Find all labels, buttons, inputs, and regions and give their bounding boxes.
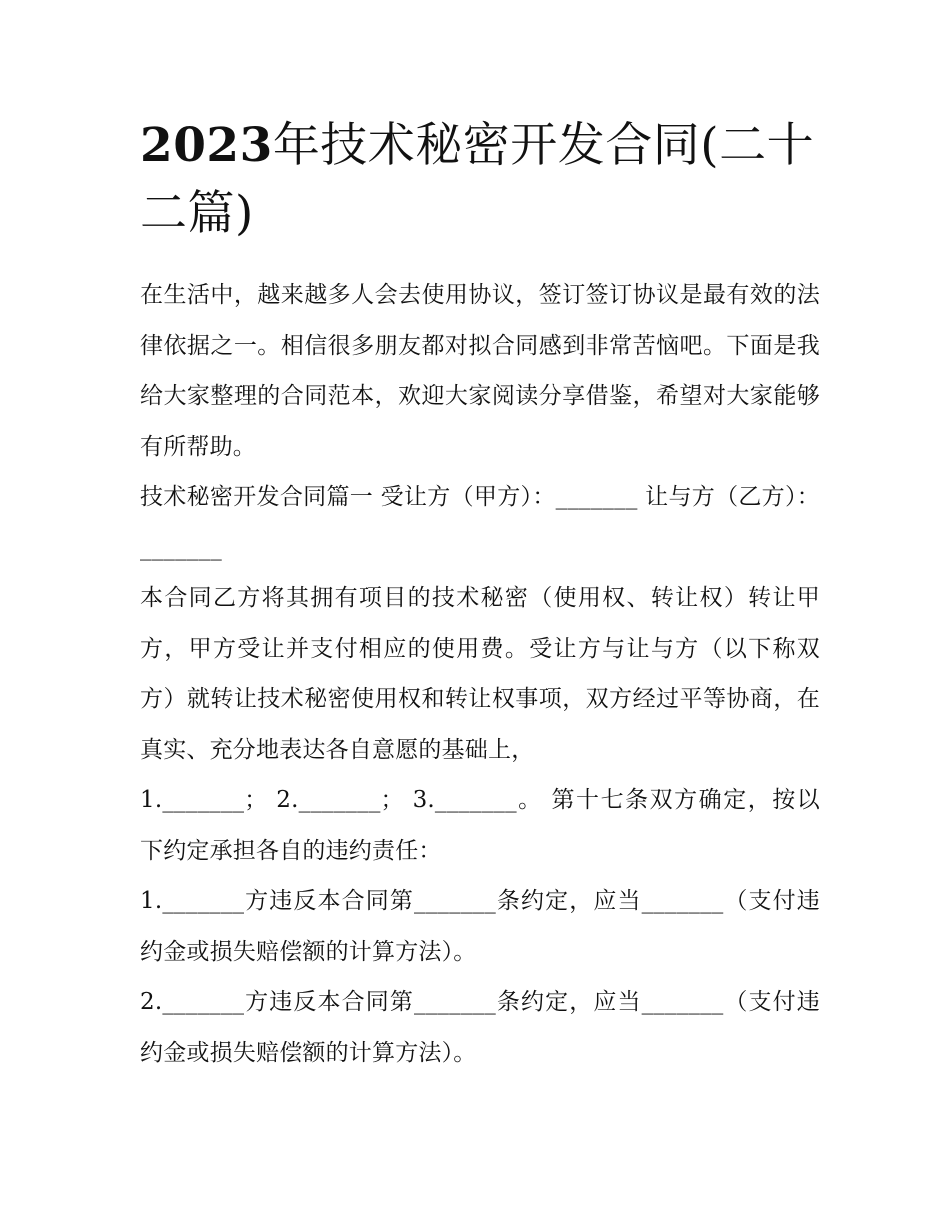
intro-paragraph: 在生活中，越来越多人会去使用协议，签订签订协议是最有效的法律依据之一。相信很多朋友都对拟合同感到非常苦恼吧。下面是我给大家整理的合同范本，欢迎大家阅读分享借鉴，希望对大家能够有所帮助。	[140, 282, 820, 460]
liability-item-1: 1._______方违反本合同第_______条约定，应当_______（支付违约金或损失赔偿额的计算方法）。	[140, 888, 820, 965]
scope-paragraph: 本合同乙方将其拥有项目的技术秘密（使用权、转让权）转让甲方，甲方受让并支付相应的使用费。受让方与让与方（以下称双方）就转让技术秘密使用权和转让权事项，双方经过平等协商，在真实、充分地表达各自意愿的基础上，	[140, 585, 820, 763]
document-body	[140, 270, 820, 1078]
document-page	[140, 112, 820, 1078]
title-year: 2023	[140, 118, 273, 173]
title-text: 年技术秘密开发合同(二十二篇)	[140, 118, 815, 241]
parties-paragraph: 技术秘密开发合同篇一 受让方（甲方）：_______ 让与方（乙方）：_______	[140, 484, 820, 561]
liability-item-2: 2._______方违反本合同第_______条约定，应当_______（支付违约金或损失赔偿额的计算方法）。	[140, 989, 820, 1066]
clause-list-paragraph: 1._______； 2._______； 3._______。 第十七条双方确定，按以下约定承担各自的违约责任：	[140, 787, 820, 864]
document-title	[140, 112, 820, 248]
